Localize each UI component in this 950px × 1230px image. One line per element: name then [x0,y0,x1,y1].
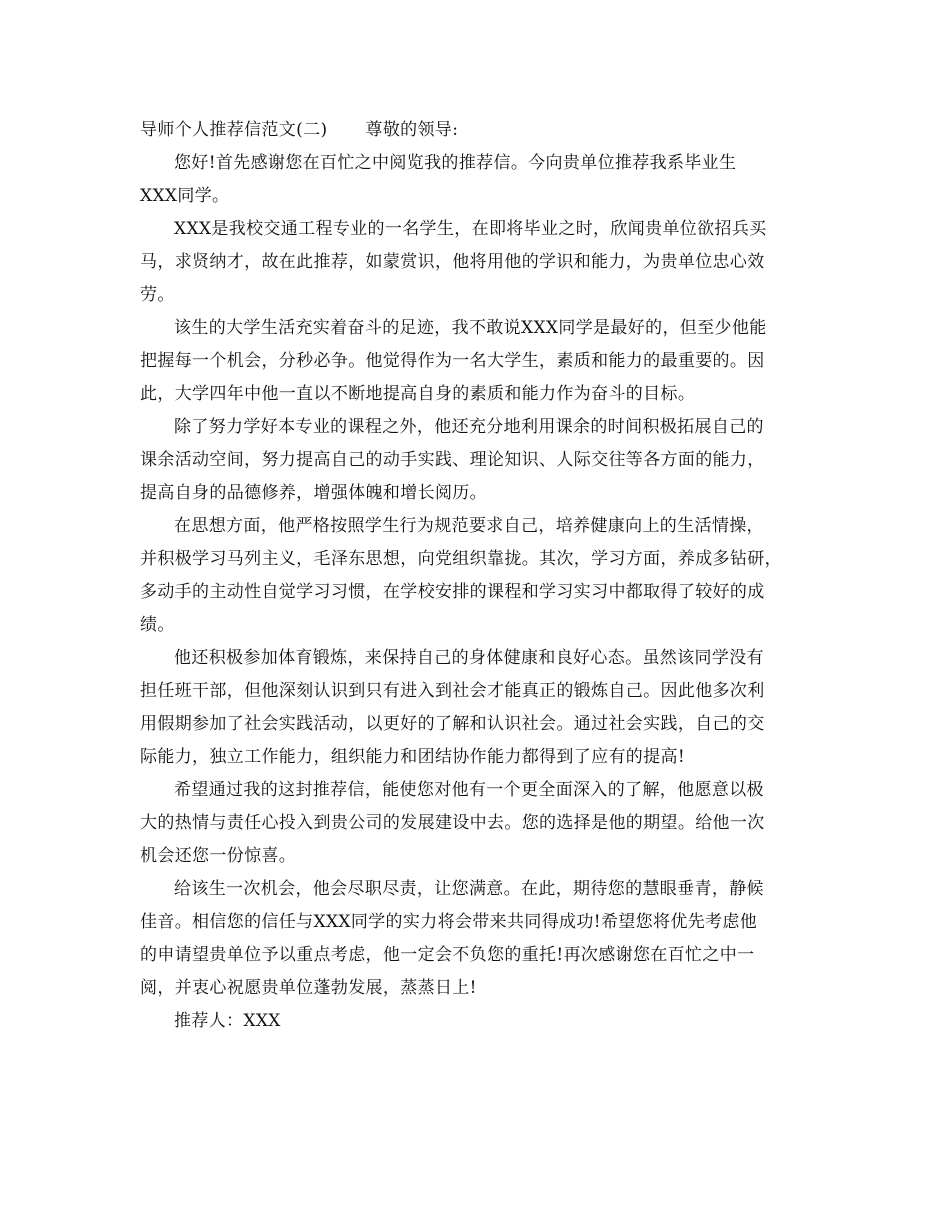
paragraph [140,411,810,510]
paragraph [140,1005,810,1038]
document-title: 导师个人推荐信范文(二) [140,120,328,140]
paragraph-line: 机会还您一份惊喜。 [140,846,297,866]
paragraph [140,147,810,213]
paragraph-line: 推荐人：XXX [174,1011,281,1031]
paragraph-line: 此，大学四年中他一直以不断地提高自身的素质和能力作为奋斗的目标。 [140,384,696,404]
paragraph-line: XXX是我校交通工程专业的一名学生，在即将毕业之时，欣闻贵单位欲招兵买 [174,219,767,239]
paragraph-line: 并积极学习马列主义，毛泽东思想，向党组织靠拢。其次，学习方面，养成多钻研， [140,549,782,569]
title-line [140,114,810,147]
paragraph-line: 佳音。相信您的信任与XXX同学的实力将会带来共同得成功!希望您将优先考虑他 [140,912,758,932]
paragraph [140,642,810,774]
paragraph-line: 多动手的主动性自觉学习习惯，在学校安排的课程和学习实习中都取得了较好的成 [140,582,765,602]
paragraph-line: 大的热情与责任心投入到贵公司的发展建设中去。您的选择是他的期望。给他一次 [140,813,765,833]
paragraph-line: 把握每一个机会，分秒必争。他觉得作为一名大学生，素质和能力的最重要的。因 [140,351,765,371]
paragraph-line: 劳。 [140,285,175,305]
paragraph [140,774,810,873]
paragraph [140,213,810,312]
paragraph-line: 在思想方面，他严格按照学生行为规范要求自己，培养健康向上的生活情操， [174,516,764,536]
paragraph-line: 担任班干部，但他深刻认识到只有进入到社会才能真正的锻炼自己。因此他多次利 [140,681,765,701]
paragraph [140,510,810,642]
paragraph-line: 除了努力学好本专业的课程之外，他还充分地利用课余的时间积极拓展自己的 [174,417,764,437]
paragraph-line: 希望通过我的这封推荐信，能使您对他有一个更全面深入的了解，他愿意以极 [174,780,764,800]
paragraph [140,873,810,1005]
salutation: 尊敬的领导: [365,120,459,140]
paragraph-line: 阅，并衷心祝愿贵单位蓬勃发展，蒸蒸日上! [140,978,477,998]
letter-body [140,147,810,1038]
paragraph [140,312,810,411]
paragraph-line: 您好!首先感谢您在百忙之中阅览我的推荐信。今向贵单位推荐我系毕业生 [174,153,737,173]
paragraph-line: 该生的大学生活充实着奋斗的足迹，我不敢说XXX同学是最好的，但至少他能 [174,318,767,338]
paragraph-line: 的申请望贵单位予以重点考虑，他一定会不负您的重托!再次感谢您在百忙之中一 [140,945,755,965]
paragraph-line: 马，求贤纳才，故在此推荐，如蒙赏识，他将用他的学识和能力，为贵单位忠心效 [140,252,765,272]
paragraph-line: XXX同学。 [140,186,230,206]
paragraph-line: 提高自身的品德修养，增强体魄和增长阅历。 [140,483,487,503]
paragraph-line: 课余活动空间，努力提高自己的动手实践、理论知识、人际交往等各方面的能力， [140,450,765,470]
paragraph-line: 他还积极参加体育锻炼，来保持自己的身体健康和良好心态。虽然该同学没有 [174,648,764,668]
paragraph-line: 际能力，独立工作能力，组织能力和团结协作能力都得到了应有的提高! [140,747,686,767]
paragraph-line: 用假期参加了社会实践活动，以更好的了解和认识社会。通过社会实践，自己的交 [140,714,765,734]
letter-page [140,114,810,1038]
paragraph-line: 绩。 [140,615,175,635]
paragraph-line: 给该生一次机会，他会尽职尽责，让您满意。在此，期待您的慧眼垂青，静候 [174,879,764,899]
